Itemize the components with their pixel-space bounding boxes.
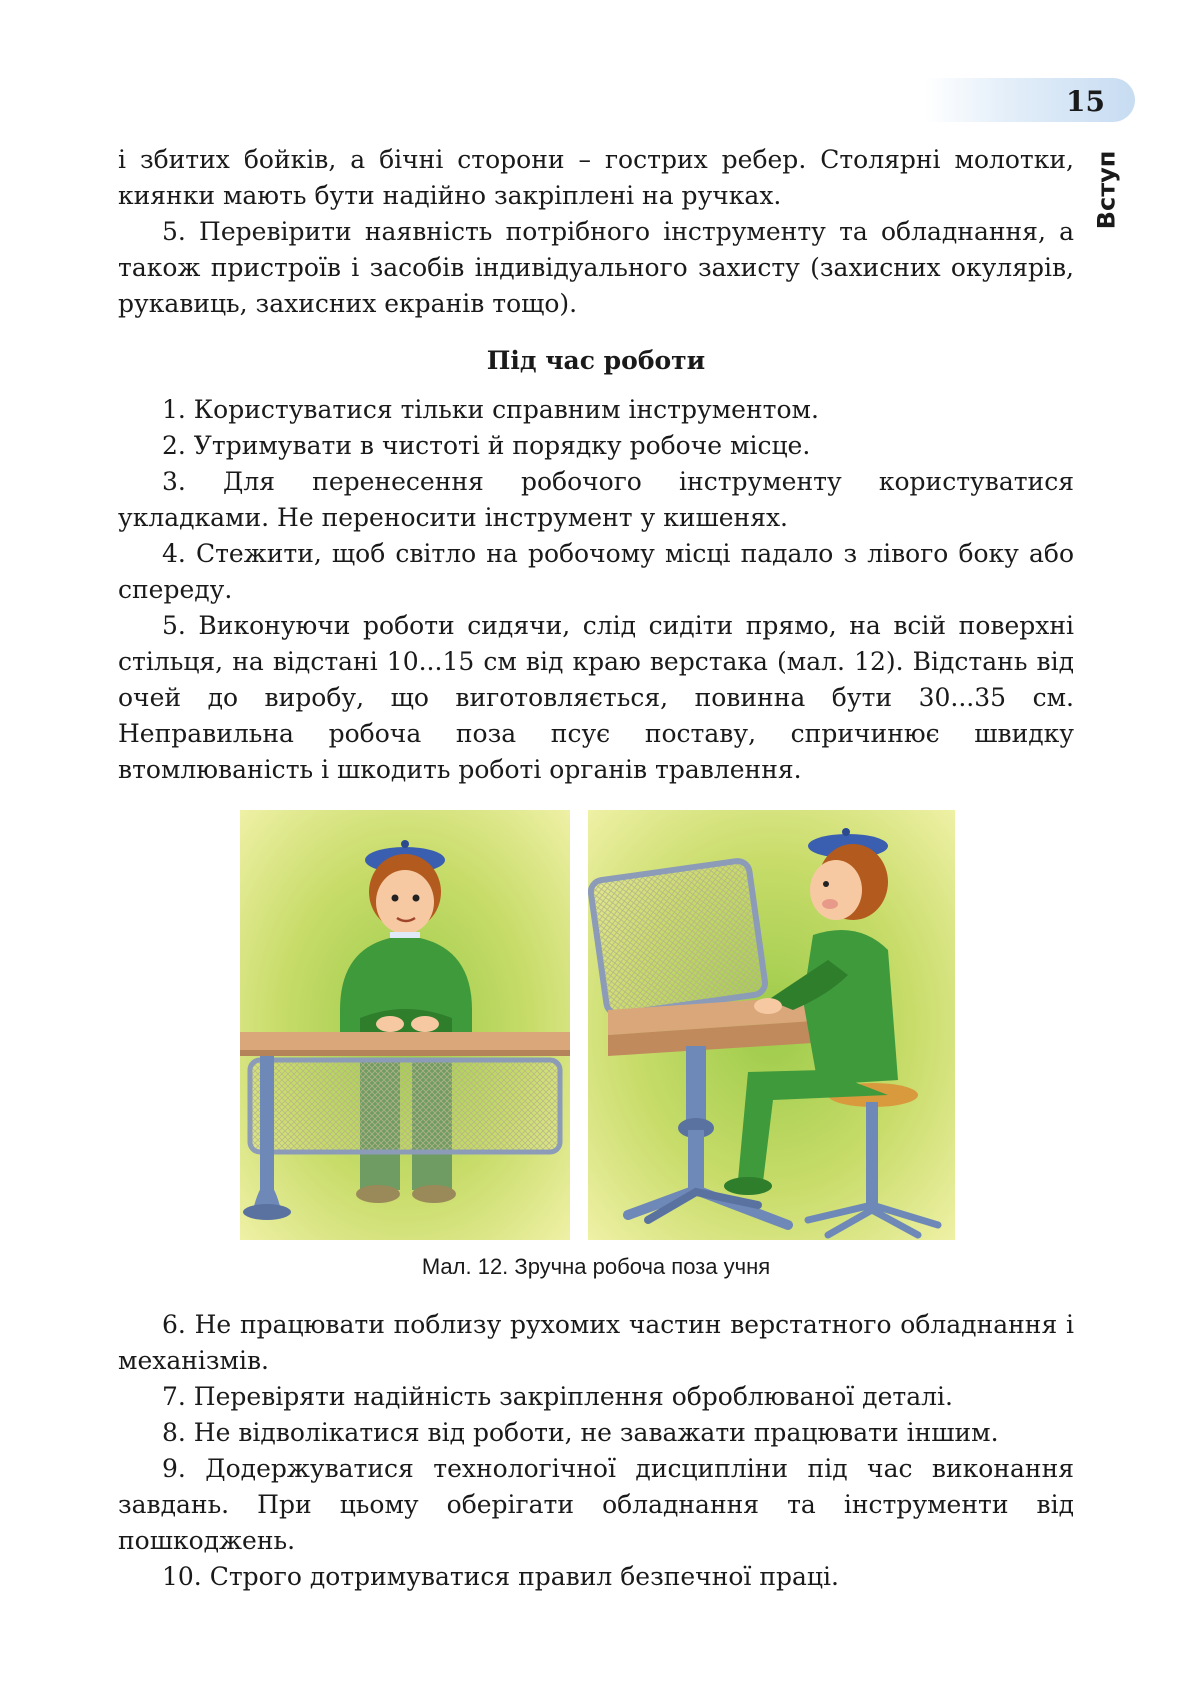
section-heading: Під час роботи (486, 346, 706, 375)
rule-item: 10. Строго дотримуватися правил безпечної праці. (162, 1562, 839, 1591)
rule-item: 6. Не працювати поблизу рухомих частин верстатного обладнання і механізмів. (118, 1310, 1074, 1375)
rule-item: 9. Додержуватися технологічної дисципліни під час виконання завдань. При цьому оберігати обладнання та інструменти від пошкоджень. (118, 1454, 1074, 1555)
intro-paragraph: 5. Перевірити наявність потрібного інструменту та обладнання, а також пристроїв і засобів індивідуального захисту (захисних окулярів, рукавиць, захисних екранів тощо). (118, 217, 1074, 318)
rule-item: 3. Для перенесення робочого інструменту користуватися укладками. Не переносити інструмент у кишенях. (118, 467, 1074, 532)
side-view-illustration (588, 810, 955, 1240)
section-label-text: Вступ (1092, 150, 1120, 230)
section-label (1084, 148, 1128, 232)
page-number-tab (925, 78, 1135, 122)
rule-item: 8. Не відволікатися від роботи, не заважати працювати іншим. (162, 1418, 999, 1447)
rules-list-a (118, 392, 1074, 788)
rule-item: 7. Перевіряти надійність закріплення оброблюваної деталі. (162, 1382, 953, 1411)
intro-text (118, 142, 1074, 322)
rule-item: 2. Утримувати в чистоті й порядку робоче місце. (162, 431, 811, 460)
figure-illustration (240, 810, 955, 1240)
intro-paragraph: і збитих бойків, а бічні сторони – гострих ребер. Столярні молотки, киянки мають бути надійно закріплені на ручках. (118, 145, 1074, 210)
rule-item: 1. Користуватися тільки справним інструментом. (162, 395, 819, 424)
page-number: 15 (1066, 85, 1105, 118)
front-view-illustration (240, 810, 570, 1240)
rule-item: 5. Виконуючи роботи сидячи, слід сидіти прямо, на всій поверхні стільця, на відстані 10...15 см від краю верстака (мал. 12). Відстань від очей до виробу, що виготовляється, повинна бути 30...35 см. Неправильна робоча поза псує поставу, спричинює швидку втомлюваність і шкодить роботі органів травлення. (118, 611, 1074, 784)
figure-caption: Мал. 12. Зручна робоча поза учня (421, 1254, 771, 1279)
rule-item: 4. Стежити, щоб світло на робочому місці падало з лівого боку або спереду. (118, 539, 1074, 604)
rules-list-b (118, 1307, 1074, 1595)
